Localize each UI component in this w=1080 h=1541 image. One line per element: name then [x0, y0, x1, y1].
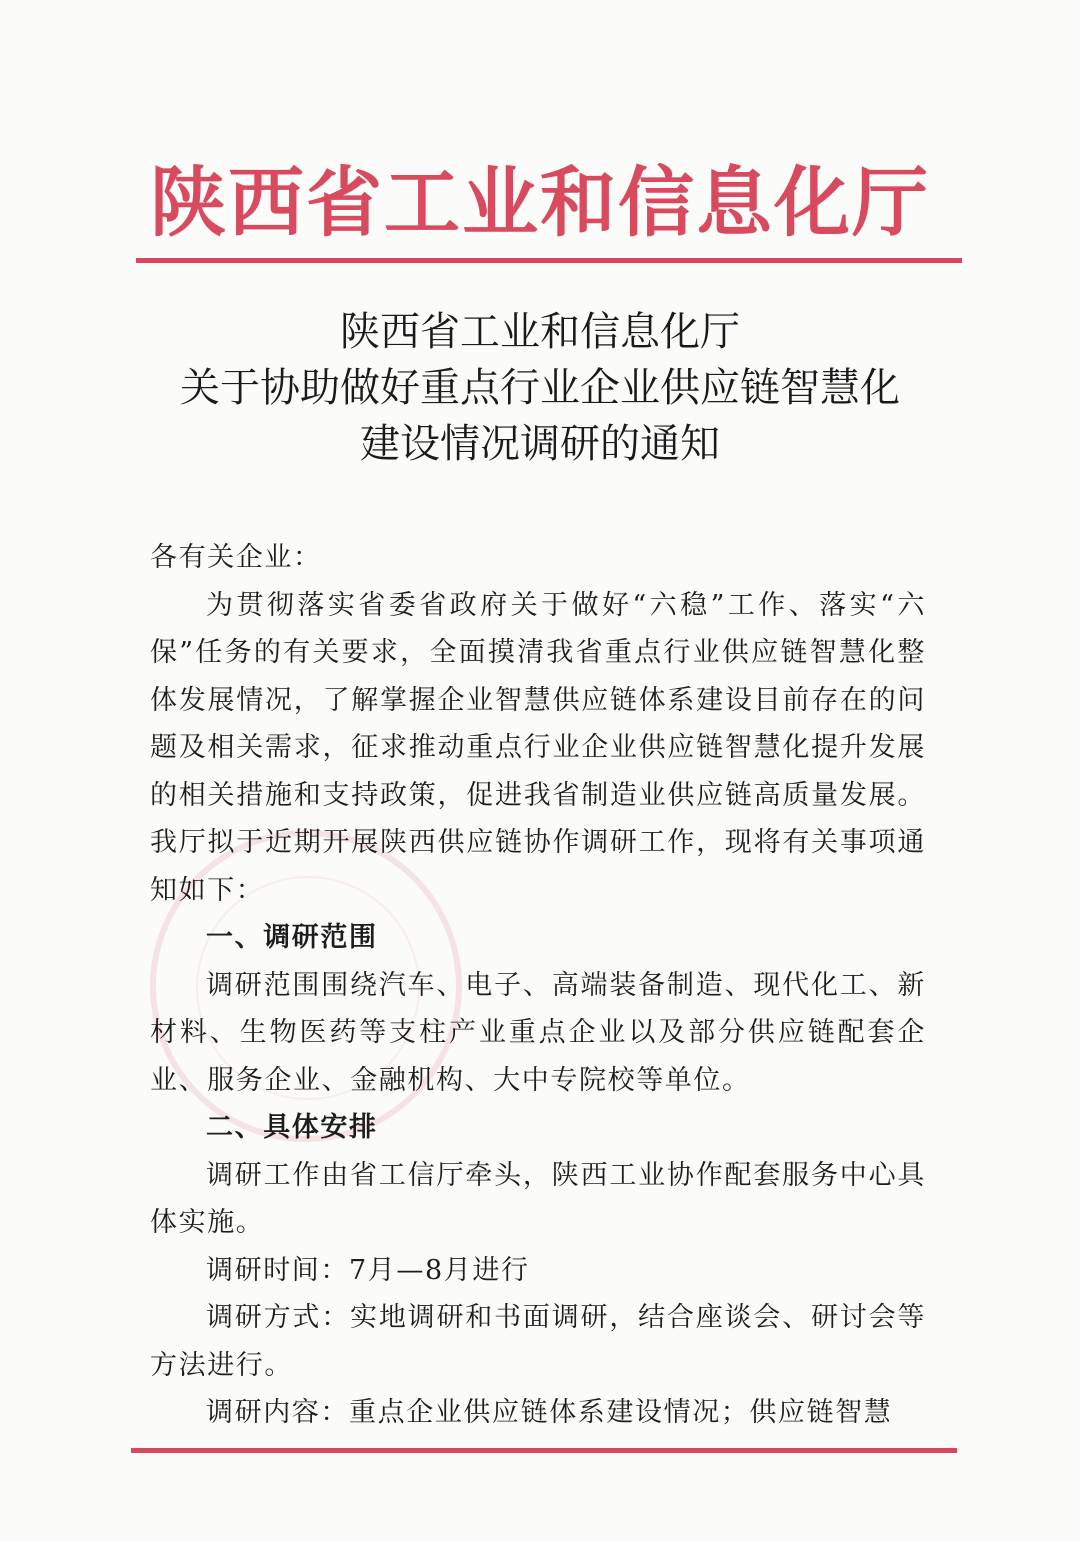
- survey-method: 调研方式：实地调研和书面调研，结合座谈会、研讨会等方法进行。: [150, 1302, 926, 1381]
- salutation: 各有关企业：: [150, 542, 322, 573]
- footer-red-rule: [131, 1448, 957, 1453]
- document-title: [120, 304, 960, 472]
- section-2-paragraph: 调研工作由省工信厅牵头，陕西工业协作配套服务中心具体实施。: [150, 1159, 926, 1238]
- masthead-red-rule: [136, 258, 962, 263]
- section-1-paragraph: 调研范围围绕汽车、电子、高端装备制造、现代化工、新材料、生物医药等支柱产业重点企业以及部分供应链配套企业、服务企业、金融机构、大中专院校等单位。: [150, 969, 926, 1096]
- document-body: [150, 534, 926, 1437]
- document-title-line-3: 建设情况调研的通知: [360, 421, 720, 467]
- intro-paragraph: 为贯彻落实省委省政府关于做好“六稳”工作、落实“六保”任务的有关要求，全面摸清我省重点行业供应链智慧化整体发展情况，了解掌握企业智慧供应链体系建设目前存在的问题及相关需求，征求推动重点行业企业供应链智慧化提升发展的相关措施和支持政策，促进我省制造业供应链高质量发展。我厅拟于近期开展陕西供应链协作调研工作，现将有关事项通知如下：: [150, 589, 926, 906]
- survey-time: 调研时间：7月—8月进行: [206, 1254, 530, 1286]
- masthead-title: 陕西省工业和信息化厅: [150, 158, 930, 247]
- section-1-heading: 一、调研范围: [206, 922, 378, 953]
- survey-content: 调研内容：重点企业供应链体系建设情况；供应链智慧: [206, 1397, 893, 1428]
- document-title-line-1: 陕西省工业和信息化厅: [340, 309, 740, 355]
- section-2-heading: 二、具体安排: [206, 1112, 378, 1143]
- document-title-line-2: 关于协助做好重点行业企业供应链智慧化: [180, 365, 900, 411]
